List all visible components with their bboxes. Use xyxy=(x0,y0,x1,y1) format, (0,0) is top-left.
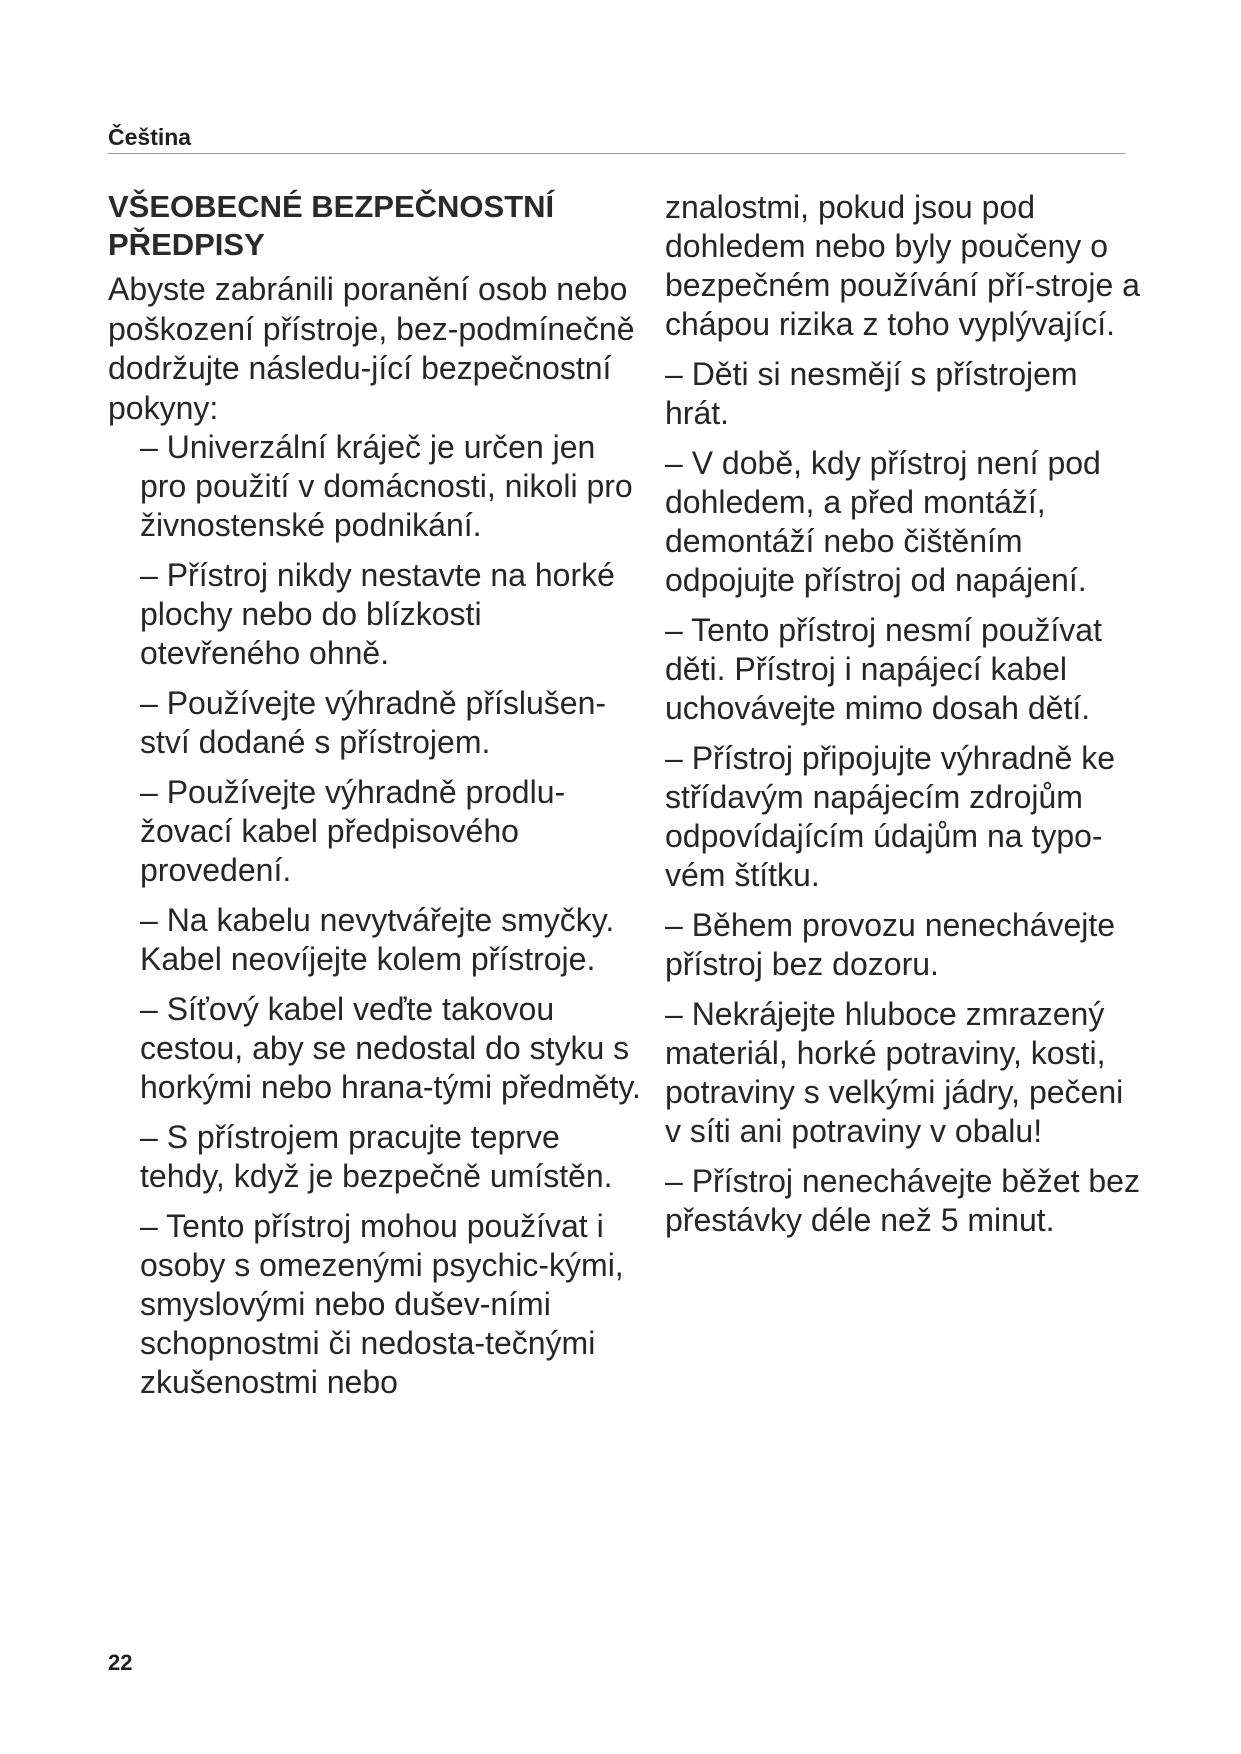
safety-item: – Používejte výhradně prodlu-žovací kabel předpisového provedení. xyxy=(140,774,566,888)
safety-item: – Během provozu nenechávejte přístroj bez dozoru. xyxy=(665,907,1116,982)
language-header: Čeština xyxy=(108,124,192,150)
safety-item: – Tento přístroj nesmí používat děti. Přístroj i napájecí kabel uchovávejte mimo dosah dětí. xyxy=(665,612,1102,726)
safety-item: – Na kabelu nevytvářejte smyčky. Kabel neovíjejte kolem přístroje. xyxy=(140,902,615,977)
safety-item: – Tento přístroj mohou používat i osoby s omezenými psychic-kými, smyslovými nebo dušev-ními schopnostmi či nedosta-tečnými zkušenostmi nebo xyxy=(140,1208,624,1400)
safety-item: – V době, kdy přístroj není pod dohledem, a před montáží, demontáží nebo čištěním odpojujte přístroj od napájení. xyxy=(665,445,1101,598)
section-title-line2: PŘEDPISY xyxy=(108,227,265,262)
safety-item: – Přístroj připojujte výhradně ke střídavým napájecím zdrojům odpovídajícím údajům na typo-vém štítku. xyxy=(665,740,1115,893)
safety-item: – Přístroj nenechávejte běžet bez přestávky déle než 5 minut. xyxy=(665,1163,1140,1238)
left-column xyxy=(108,188,648,1413)
safety-item: – Síťový kabel veďte takovou cestou, aby se nedostal do styku s horkými nebo hrana-tými předměty. xyxy=(140,991,641,1105)
safety-item: – Používejte výhradně příslušen-ství dodané s přístrojem. xyxy=(140,685,607,760)
safety-item-continuation: znalostmi, pokud jsou pod dohledem nebo byly poučeny o bezpečném používání pří-stroje a chápou rizika z toho vyplývající. xyxy=(665,189,1140,342)
page-number: 22 xyxy=(108,1650,133,1675)
right-column xyxy=(665,188,1145,1251)
safety-item: – Přístroj nikdy nestavte na horké plochy nebo do blízkosti otevřeného ohně. xyxy=(140,557,615,671)
safety-item: – Děti si nesmějí s přístrojem hrát. xyxy=(665,356,1078,431)
safety-item: – S přístrojem pracujte teprve tehdy, když je bezpečně umístěn. xyxy=(140,1119,613,1194)
safety-item: – Nekrájejte hluboce zmrazený materiál, horké potraviny, kosti, potraviny s velkými jádry, pečeni v síti ani potraviny v obalu! xyxy=(665,996,1124,1149)
section-title-line1: VŠEOBECNÉ BEZPEČNOSTNÍ xyxy=(108,189,555,224)
header-divider xyxy=(108,153,1125,154)
safety-item: – Univerzální kráječ je určen jen pro použití v domácnosti, nikoli pro živnostenské podnikání. xyxy=(140,429,633,543)
intro-paragraph: Abyste zabránili poranění osob nebo poškození přístroje, bez-podmínečně dodržujte následu-jící bezpečnostní pokyny: xyxy=(108,271,635,426)
section-title xyxy=(108,188,648,264)
